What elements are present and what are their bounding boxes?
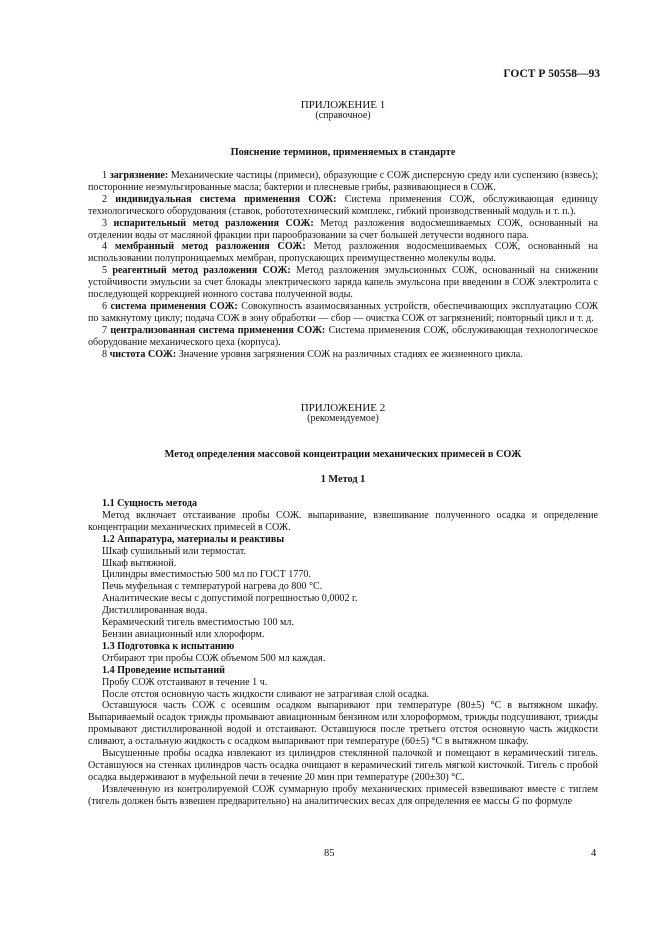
section-title: 1.4 Проведение испытаний	[102, 664, 225, 676]
section-title: 1.1 Сущность метода	[102, 498, 197, 509]
section-text: Метод включает отстаивание пробы СОЖ. выпаривание, взвешивание полученного осадка и определение концентрации механических примесей в СОЖ.	[88, 509, 598, 533]
equipment-item: Печь муфельная с температурой нагрева до 800 °С.	[102, 581, 323, 593]
term-item: 7 централизованная система применения СОЖ: Система применения СОЖ, обслуживающая технологическое оборудование механического цеха (корпуса).	[88, 324, 598, 348]
procedure-paragraph: Пробу СОЖ отстаивают в течение 1 ч.	[102, 676, 268, 688]
equipment-item: Керамический тигель вместимостью 100 мл.	[102, 617, 294, 629]
equipment-item: Дистиллированная вода.	[102, 605, 208, 617]
page-number: 85	[324, 848, 335, 859]
appendix2-subtitle: (рекомендуемое)	[307, 413, 379, 424]
term-item: 3 испарительный метод разложения СОЖ: Метод разложения водосмешиваемых СОЖ, основанный на отделении воды от масляной фракции при парообразовании за счет большей летучести водяного пара.	[88, 217, 598, 241]
equipment-item: Аналитические весы с допустимой погрешностью 0,0002 г.	[102, 593, 358, 605]
procedure-paragraph: Оставшуюся часть СОЖ с осевшим осадком выпаривают при температуре (80±5) °С в вытяжном шкафу. Выпариваемый осадок трижды промывают авиационным бензином или хлороформом, трижды подсушивают, трижды промывают дистиллированной водой и отстаивают. Оставшуюся после третьего отстоя основную часть жидкости сливают, а остальную жидкость с осадком выпаривают при температуре (60±5) °С в вытяжном шкафу.	[88, 700, 598, 748]
equipment-item: Цилиндры вместимостью 500 мл по ГОСТ 1770.	[102, 569, 311, 581]
appendix1-title: ПРИЛОЖЕНИЕ 1	[300, 99, 386, 111]
section-title: 1.3 Подготовка к испытанию	[102, 640, 235, 652]
appendix2-title: ПРИЛОЖЕНИЕ 2	[300, 402, 386, 414]
sheet-number: 4	[591, 848, 597, 859]
standard-id: ГОСТ Р 50558—93	[503, 68, 600, 80]
term-item: 4 мембранный метод разложения СОЖ: Метод разложения водосмешиваемых СОЖ, основанный на использовании полупроницаемых мембран, пропускающих преимущественно молекулы воды.	[88, 241, 598, 265]
term-item: 8 чистота СОЖ: Значение уровня загрязнения СОЖ на различных стадиях ее жизненного цикла.	[102, 348, 523, 360]
term-item: 2 индивидуальная система применения СОЖ: Система применения СОЖ, обслуживающая единицу технологического оборудования (ставок, робототехнический комплекс, гибкий производственный модуль и т. п.).	[88, 193, 598, 217]
procedure-paragraph: После отстоя основную часть жидкости сливают не затрагивая слой осадка.	[102, 688, 430, 700]
section-title: 1.2 Аппаратура, материалы и реактивы	[102, 533, 285, 545]
terms-list	[88, 170, 598, 361]
appendix1-subtitle: (справочное)	[315, 110, 371, 121]
equipment-item: Бензин авиационный или хлороформ.	[102, 628, 265, 640]
procedure-paragraph: Высушенные пробы осадка извлекают из цилиндров стеклянной палочкой и помещают в керамический тигель. Оставшуюся на стенках цилиндров часть осадка очищают в керамический тигель мягкой кисточкой. Тигель с пробой осадка выдерживают в муфельной печи в течение 20 мин при температуре (200±30) °С.	[88, 748, 598, 783]
method-body	[88, 498, 598, 808]
appendix2-heading: Метод определения массовой концентрации механических примесей в СОЖ	[164, 449, 522, 460]
section-text: Отбирают три пробы СОЖ объемом 500 мл каждая.	[102, 652, 326, 664]
term-item: 5 реагентный метод разложения СОЖ: Метод разложения эмульсионных СОЖ, основанный на снижении устойчивости эмульсии за счет блокады электрического заряда капель эмульсона при введении в СОЖ электролита с последующей коррекцией ионного состава полученной воды.	[88, 265, 598, 301]
term-item: 1 загрязнение: Механические частицы (примеси), образующие с СОЖ дисперсную среду или суспензию (взвесь); посторонние неэмульгированные масла; бактерии и плесневые грибы, развивающиеся в СОЖ.	[88, 170, 599, 193]
appendix1-heading: Пояснение терминов, применяемых в стандарте	[230, 147, 456, 158]
equipment-item: Шкаф сушильный или термостат.	[102, 545, 247, 557]
term-item: 6 система применения СОЖ: Совокупность взаимосвязанных устройств, обеспечивающих эксплуатацию СОЖ по замкнутому циклу; подача СОЖ в зону обработки — сбор — очистка СОЖ от загрязнений; повторный цикл и т. д.	[88, 300, 598, 324]
procedure-paragraph: Извлеченную из контролируемой СОЖ суммарную пробу механических примесей взвешивают вместе с тиглем (тигель должен быть взвешен предварительно) на аналитических весах для определения ее массы G по формуле	[88, 783, 598, 807]
equipment-item: Шкаф вытяжной.	[102, 557, 177, 569]
method-heading: 1 Метод 1	[320, 474, 366, 485]
mass-symbol: G	[512, 795, 520, 807]
